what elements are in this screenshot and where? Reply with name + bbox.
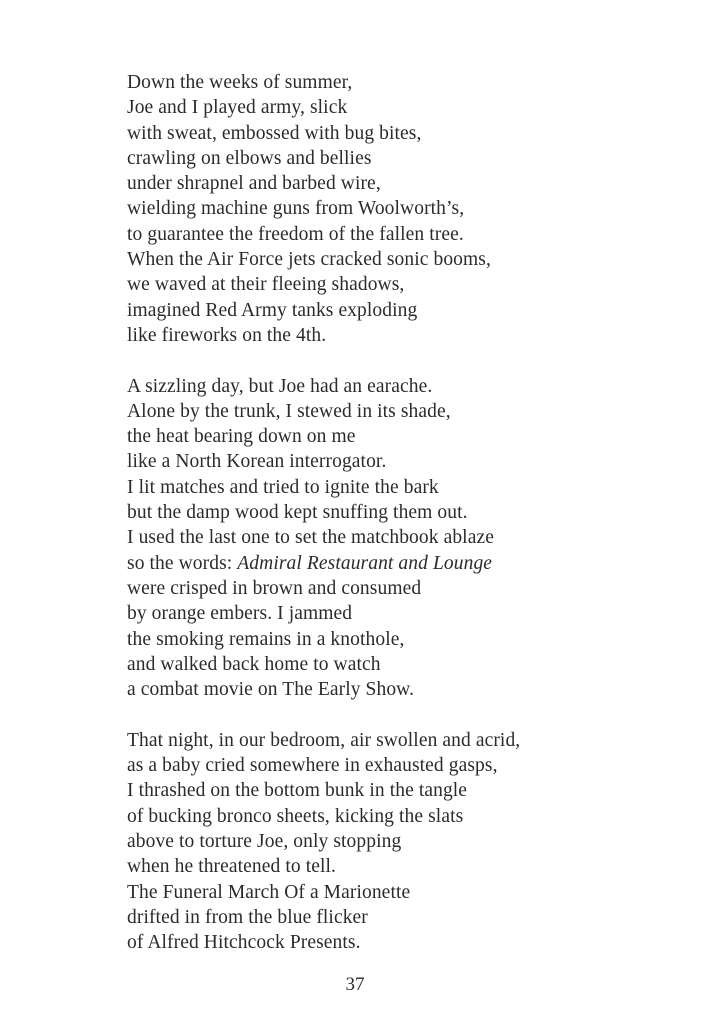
poem-line: of bucking bronco sheets, kicking the slats <box>127 805 464 827</box>
poem-line: to guarantee the freedom of the fallen tree. <box>127 223 464 245</box>
poem-line: Joe and I played army, slick <box>127 97 348 119</box>
poem-line: like fireworks on the 4th. <box>127 324 327 346</box>
poem-line: we waved at their fleeing shadows, <box>127 274 405 296</box>
poem-stanza-2 <box>127 374 650 703</box>
poem-line: the heat bearing down on me <box>127 426 356 448</box>
poem-line: a combat movie on The Early Show. <box>127 679 415 701</box>
poem-line-with-italic <box>127 551 650 576</box>
poem-line: under shrapnel and barbed wire, <box>127 173 381 195</box>
poem-stanza-3 <box>127 728 650 956</box>
poem-line: I lit matches and tried to ignite the bark <box>127 476 439 498</box>
poem-line: above to torture Joe, only stopping <box>127 830 402 852</box>
poem-line: When the Air Force jets cracked sonic booms, <box>127 249 491 271</box>
poem-line: but the damp wood kept snuffing them out. <box>127 502 468 524</box>
poem-line: drifted in from the blue flicker <box>127 906 368 928</box>
poem-stanza-1 <box>127 70 650 348</box>
poem-line: wielding machine guns from Woolworth’s, <box>127 198 465 220</box>
poem-line: I used the last one to set the matchbook ablaze <box>127 527 494 549</box>
poem-line: the smoking remains in a knothole, <box>127 628 405 650</box>
poem-line: Alone by the trunk, I stewed in its shade, <box>127 400 451 422</box>
poem-line: The Funeral March Of a Marionette <box>127 881 411 903</box>
page-number: 37 <box>345 974 365 995</box>
poem-line: like a North Korean interrogator. <box>127 451 387 473</box>
poem-line: I thrashed on the bottom bunk in the tangle <box>127 780 468 802</box>
poem-line: with sweat, embossed with bug bites, <box>127 122 422 144</box>
poem-line: of Alfred Hitchcock Presents. <box>127 932 361 954</box>
poem-line: A sizzling day, but Joe had an earache. <box>127 375 433 397</box>
poem-line-roman-segment: so the words: <box>127 552 238 574</box>
poem-line: That night, in our bedroom, air swollen and acrid, <box>127 729 521 751</box>
poem-line: crawling on elbows and bellies <box>127 147 372 169</box>
poem-line: imagined Red Army tanks exploding <box>127 299 418 321</box>
poem-line: and walked back home to watch <box>127 653 381 675</box>
poem-line: Down the weeks of summer, <box>127 72 353 93</box>
poem-line: were crisped in brown and consumed <box>127 577 422 599</box>
poem-line: when he threatened to tell. <box>127 856 336 878</box>
poem-line-italic-segment: Admiral Restaurant and Lounge <box>237 552 493 574</box>
poem-line: as a baby cried somewhere in exhausted gasps, <box>127 755 498 777</box>
poem-line: by orange embers. I jammed <box>127 603 353 625</box>
poem-body <box>127 70 650 955</box>
